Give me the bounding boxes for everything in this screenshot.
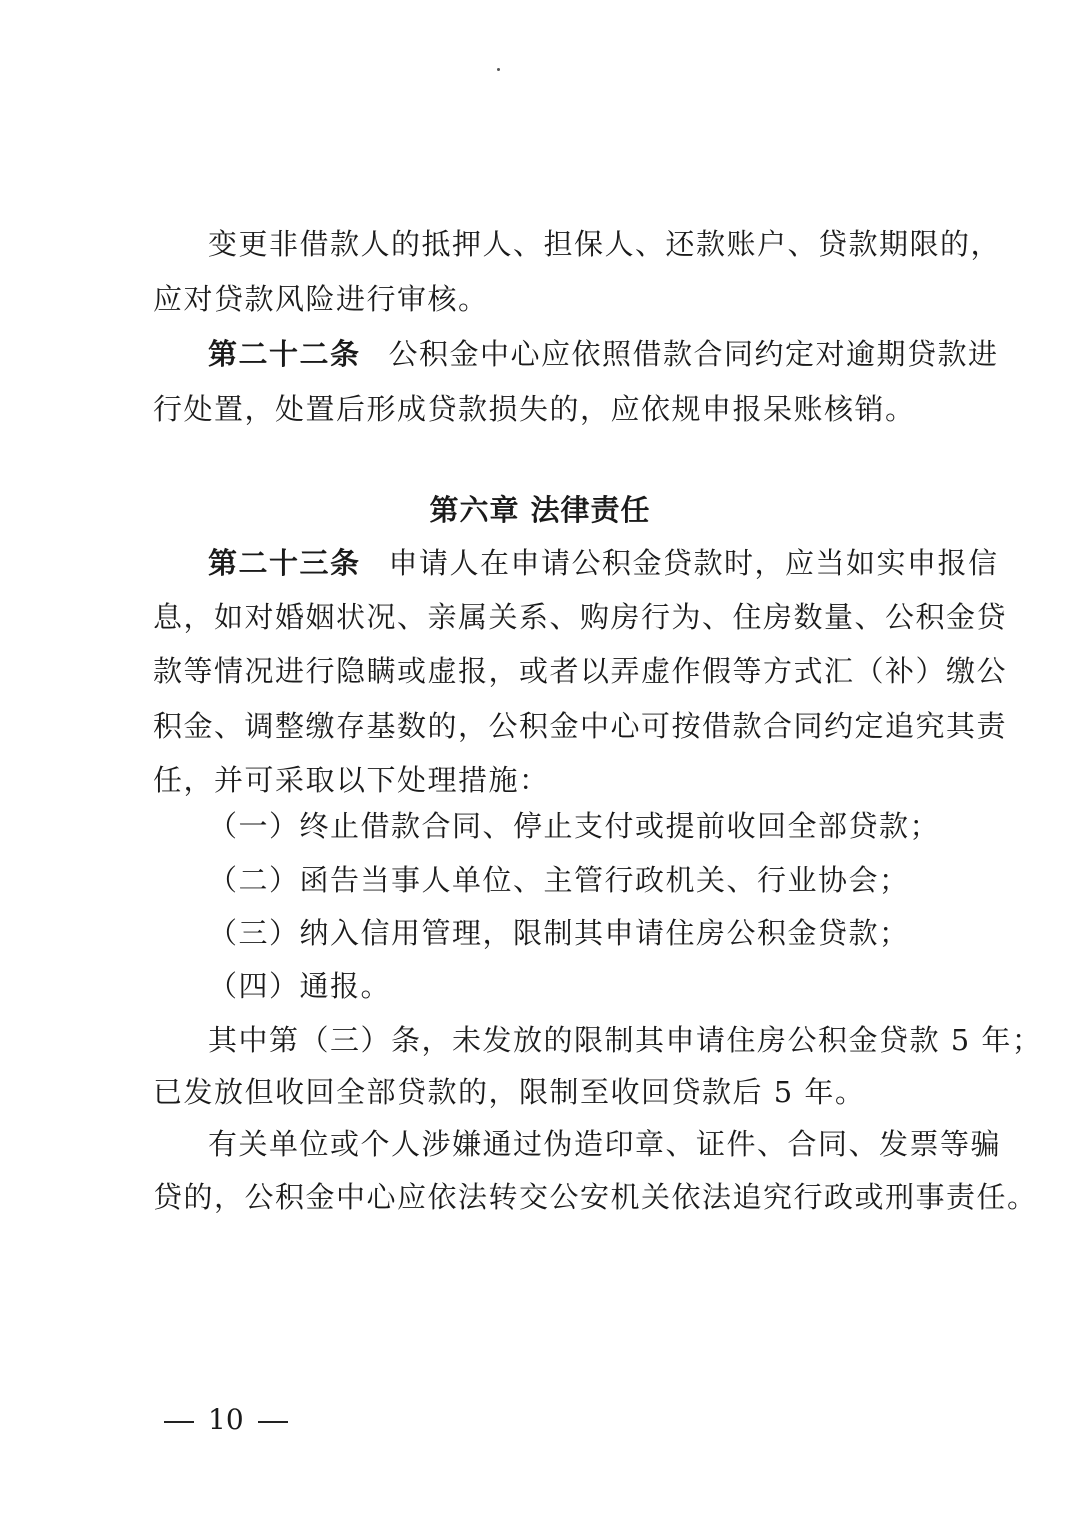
list-item: （一）终止借款合同、停止支付或提前收回全部贷款； <box>208 809 941 843</box>
paragraph-line: 息，如对婚姻状况、亲属关系、购房行为、住房数量、公积金贷 <box>153 600 1008 634</box>
article-23-line <box>208 543 999 583</box>
paragraph-line: 贷的，公积金中心应依法转交公安机关依法追究行政或刑事责任。 <box>153 1180 1038 1214</box>
article-22-text: 公积金中心应依照借款合同约定对逾期贷款进 <box>388 337 999 371</box>
paragraph-line: 行处置，处置后形成贷款损失的，应依规申报呆账核销。 <box>153 392 916 426</box>
list-item: （四）通报。 <box>208 969 392 1003</box>
chapter-heading: 第六章 法律责任 <box>429 493 651 527</box>
paragraph-line: 有关单位或个人涉嫌通过伪造印章、证件、合同、发票等骗 <box>208 1127 1002 1161</box>
article-22-number: 第二十二条 <box>208 337 361 371</box>
article-22-line <box>208 334 999 374</box>
scan-speck <box>497 68 500 71</box>
list-item: （二）函告当事人单位、主管行政机关、行业协会； <box>208 863 910 897</box>
paragraph-line: 已发放但收回全部贷款的，限制至收回贷款后 5 年。 <box>153 1075 866 1109</box>
paragraph-line: 应对贷款风险进行审核。 <box>153 282 489 316</box>
left-dash <box>164 1421 194 1423</box>
paragraph-line: 其中第（三）条，未发放的限制其申请住房公积金贷款 5 年； <box>208 1023 1043 1057</box>
paragraph-line: 款等情况进行隐瞒或虚报，或者以弄虚作假等方式汇（补）缴公 <box>153 654 1008 688</box>
right-dash <box>258 1421 288 1423</box>
paragraph-line: 任，并可采取以下处理措施： <box>153 763 550 797</box>
paragraph-line: 变更非借款人的抵押人、担保人、还款账户、贷款期限的， <box>208 227 1002 261</box>
page-number <box>150 1400 302 1440</box>
article-23-number: 第二十三条 <box>208 546 361 580</box>
list-item: （三）纳入信用管理，限制其申请住房公积金贷款； <box>208 916 910 950</box>
paragraph-line: 积金、调整缴存基数的，公积金中心可按借款合同约定追究其责 <box>153 709 1008 743</box>
article-23-text: 申请人在申请公积金贷款时，应当如实申报信 <box>388 546 999 580</box>
page-number-text: 10 <box>208 1403 244 1436</box>
